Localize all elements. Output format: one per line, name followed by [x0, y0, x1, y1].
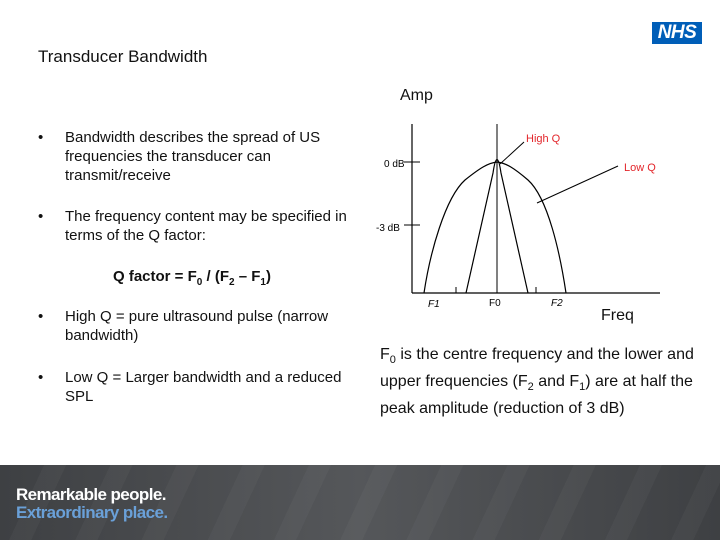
f2-label: F2	[551, 298, 563, 309]
caption-part: and F	[533, 373, 580, 391]
low-q-label: Low Q	[624, 162, 656, 174]
freq-axis-label: Freq	[601, 307, 634, 324]
amp-axis-label: Amp	[400, 87, 433, 104]
bullet-text: High Q = pure ultrasound pulse (narrow bandwidth)	[65, 308, 329, 344]
slide-title: Transducer Bandwidth	[38, 47, 208, 66]
f1-label: F1	[428, 299, 440, 310]
caption-sub: 2	[527, 381, 534, 394]
formula-dash: – F	[234, 268, 261, 285]
figure-caption	[380, 344, 700, 420]
f0-label: F0	[489, 298, 501, 309]
bullet-marker: •	[38, 308, 44, 325]
bullet-text: Bandwidth describes the spread of US frequencies the transducer can transmit/receive	[65, 129, 321, 184]
low-q-curve	[424, 162, 566, 293]
high-q-label: High Q	[526, 133, 561, 145]
formula-mid: / (F	[202, 268, 230, 285]
bullet-text: The frequency content may be specified in terms of the Q factor:	[65, 208, 347, 244]
caption-part: is the centre frequency and the lower and upper frequencies (F	[380, 346, 694, 391]
caption-part: ) are at half the peak amplitude (reduction of 3 dB)	[380, 373, 693, 418]
bullet-marker: •	[38, 369, 44, 386]
formula-sub-2: 2	[229, 277, 235, 288]
caption-sub: 0	[389, 354, 396, 367]
bandwidth-diagram	[360, 118, 690, 318]
bullet-marker: •	[38, 129, 44, 146]
formula-sub-1: 1	[260, 277, 266, 288]
formula-sub-0: 0	[196, 277, 203, 288]
high-q-pointer	[500, 142, 524, 164]
minus3-db-label: -3 dB	[376, 223, 400, 234]
bullet-marker: •	[38, 208, 44, 225]
q-factor-formula	[113, 268, 271, 288]
bullet-text: Low Q = Larger bandwidth and a reduced SPL	[65, 369, 342, 405]
low-q-pointer	[537, 166, 618, 203]
formula-prefix: Q factor = F	[113, 268, 197, 285]
caption-part: F	[380, 346, 390, 363]
formula-suffix: )	[265, 268, 271, 285]
zero-db-label: 0 dB	[384, 159, 405, 170]
footer-tagline-line1: Remarkable people.	[16, 485, 166, 504]
nhs-badge: NHS	[652, 22, 702, 44]
footer-tagline-line2: Extraordinary place.	[16, 503, 168, 522]
caption-sub: 1	[579, 381, 586, 394]
